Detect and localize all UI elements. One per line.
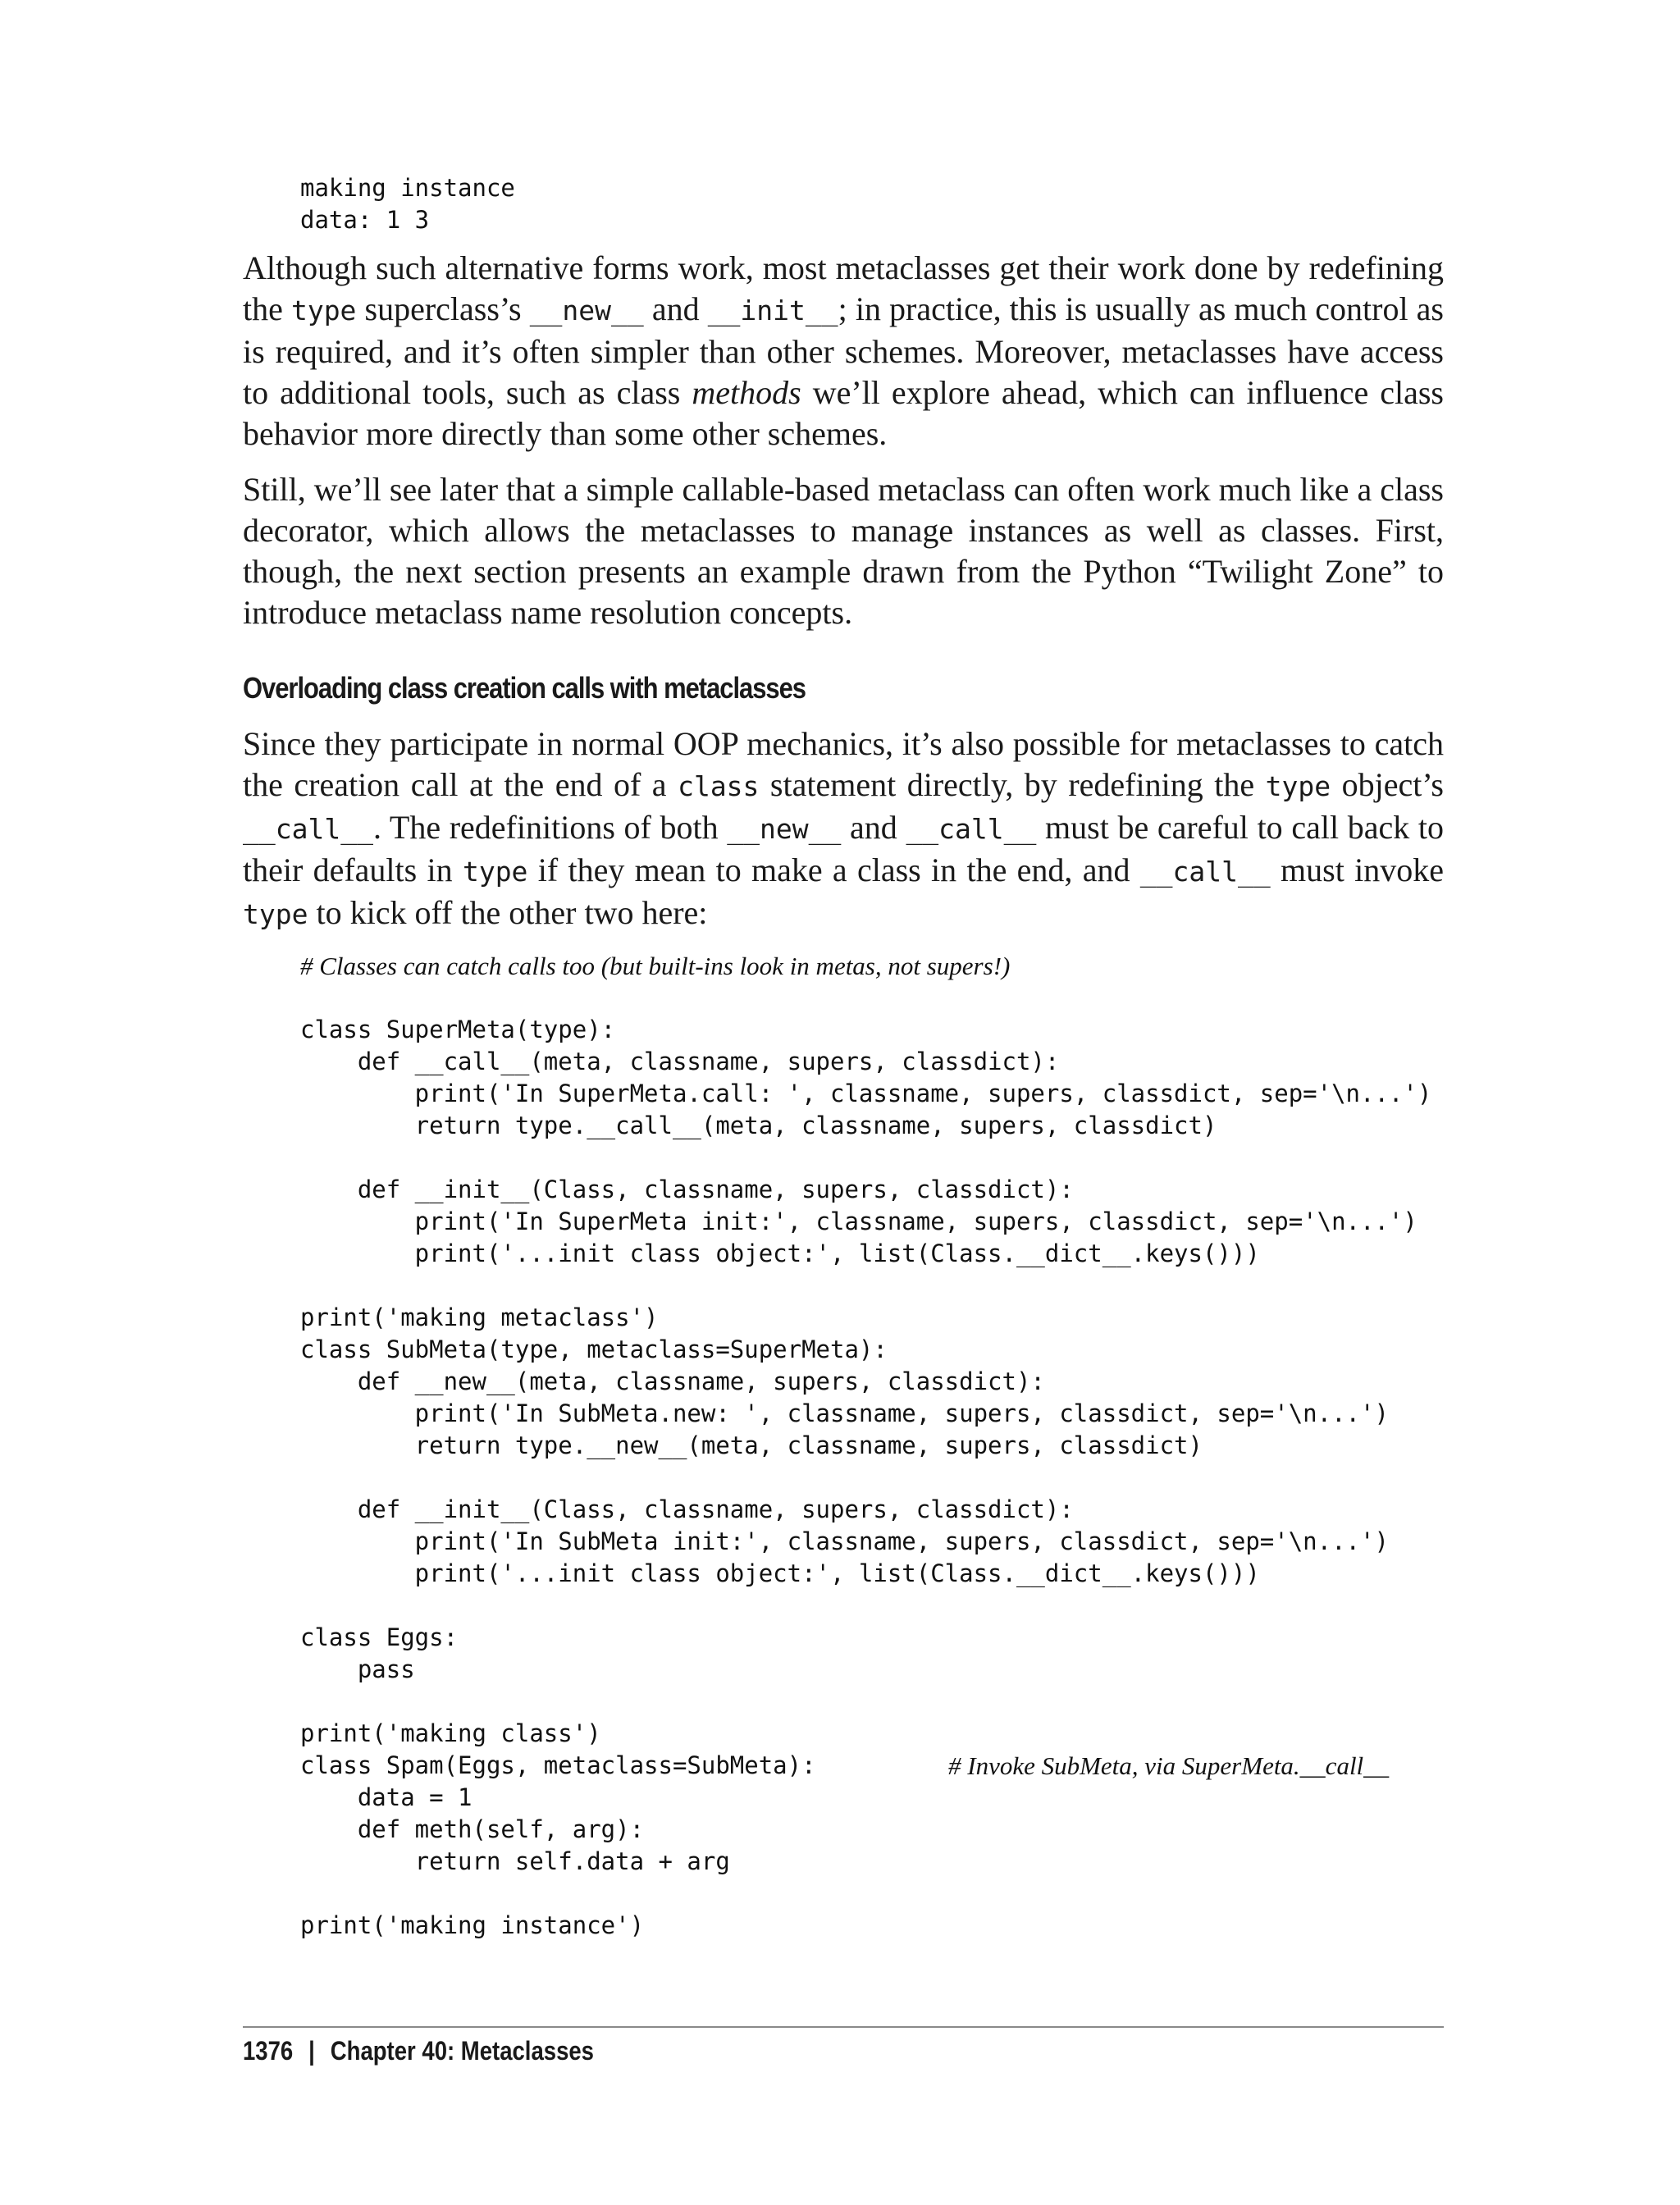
inline-code: __call__: [1139, 856, 1271, 888]
text-run: ; in practice, this is usually as much control as is required, and it’s often simpler than other schemes. Moreover, metaclasses have access to additional tools, such as class: [243, 290, 1444, 411]
code-line: return type.__new__(meta, classname, supers, classdict): [300, 1431, 1203, 1459]
inline-code: type: [462, 856, 528, 888]
code-line: return type.__call__(meta, classname, supers, classdict): [300, 1112, 1217, 1139]
code-line: [300, 1590, 1444, 1622]
code-line: data: 1 3: [300, 206, 430, 234]
code-inline-comment: # Invoke SubMeta, via SuperMeta.__call__: [948, 1751, 1390, 1780]
inline-code: __new__: [727, 813, 842, 845]
output-code-block: [243, 172, 1444, 236]
code-line: return self.data + arg: [300, 1847, 730, 1875]
code-line: [300, 1462, 1444, 1494]
page-content: [243, 172, 1444, 1942]
inline-code: type: [1265, 770, 1331, 802]
code-line: print('In SuperMeta init:', classname, supers, classdict, sep='\n...'): [300, 1208, 1418, 1235]
text-run: Although such alternative forms work, most metaclasses get their work done by redefining the: [243, 249, 1444, 327]
inline-code: class: [678, 770, 760, 802]
inline-code: __new__: [529, 294, 644, 326]
code-line: def __new__(meta, classname, supers, classdict):: [300, 1367, 1045, 1395]
code-line: print('In SubMeta init:', classname, supers, classdict, sep='\n...'): [300, 1527, 1389, 1555]
code-comment: # Classes can catch calls too (but built-ins look in metas, not supers!): [300, 952, 1011, 980]
code-line: [300, 982, 1444, 1014]
inline-code: type: [243, 898, 308, 930]
code-line: class Spam(Eggs, metaclass=SubMeta): # Invoke SubMeta, via SuperMeta.__call__: [300, 1751, 1390, 1780]
emphasis: methods: [692, 374, 801, 411]
paragraph-3: [243, 724, 1444, 935]
text-run: must be careful to call back to their defaults in: [243, 809, 1444, 888]
code-line: def __init__(Class, classname, supers, classdict):: [300, 1495, 1074, 1523]
code-line: print('In SuperMeta.call: ', classname, supers, classdict, sep='\n...'): [300, 1080, 1432, 1107]
text-run: Since they participate in normal OOP mechanics, it’s also possible for metaclasses to catch the creation call at the end of a: [243, 725, 1444, 803]
text-run: superclass’s: [356, 290, 530, 327]
chapter-title: Chapter 40: Metaclasses: [330, 2036, 594, 2066]
text-run: and: [841, 809, 906, 846]
code-line: print('making class'): [300, 1719, 601, 1747]
text-run: must invoke: [1270, 851, 1444, 888]
code-comment-line: [300, 950, 1444, 982]
code-line: [300, 1142, 1444, 1174]
text-run: object’s: [1331, 766, 1445, 803]
section-heading: Overloading class creation calls with metaclasses: [243, 671, 806, 705]
footer-separator: |: [308, 2036, 315, 2066]
footer-divider: [243, 2026, 1444, 2028]
code-line: print('making metaclass'): [300, 1303, 659, 1331]
text-run: to kick off the other two here:: [308, 894, 708, 931]
paragraph-2: Still, we’ll see later that a simple callable-based metaclass can often work much like a class decorator, which allows the metaclasses to manage instances as well as classes. First, though, the next section presents an example drawn from the Python “Twilight Zone” to introduce metaclass name resolution concepts.: [243, 471, 1444, 631]
code-line: def meth(self, arg):: [300, 1815, 645, 1843]
inline-code: __init__: [707, 294, 838, 326]
code-line: [300, 1686, 1444, 1718]
code-line: def __call__(meta, classname, supers, classdict):: [300, 1048, 1060, 1075]
code-line: print('making instance'): [300, 1911, 645, 1939]
text-run: and: [643, 290, 708, 327]
text-run: we’ll explore ahead, which can influence class behavior more directly than some other schemes.: [243, 374, 1445, 452]
inline-code: __call__: [906, 813, 1037, 845]
page-number: 1376: [243, 2036, 294, 2066]
code-line: class Eggs:: [300, 1623, 459, 1651]
code-line: class SuperMeta(type):: [300, 1016, 616, 1043]
code-line: def __init__(Class, classname, supers, classdict):: [300, 1176, 1074, 1203]
page-footer: [243, 2036, 594, 2066]
inline-code: __call__: [243, 813, 373, 845]
paragraph-1: [243, 248, 1444, 454]
code-line: print('...init class object:', list(Class.__dict__.keys())): [300, 1559, 1260, 1587]
text-run: statement directly, by redefining the: [759, 766, 1266, 803]
code-line: print('In SubMeta.new: ', classname, supers, classdict, sep='\n...'): [300, 1399, 1389, 1427]
code-line: data = 1: [300, 1783, 472, 1811]
code-line: class SubMeta(type, metaclass=SuperMeta):: [300, 1335, 888, 1363]
code-line: print('...init class object:', list(Class.__dict__.keys())): [300, 1239, 1260, 1267]
code-line: [300, 1270, 1444, 1302]
code-line: [300, 1878, 1444, 1910]
code-line: making instance: [300, 174, 515, 202]
text-run: . The redefinitions of both: [372, 809, 728, 846]
inline-code: type: [290, 294, 357, 326]
text-run: if they mean to make a class in the end, and: [527, 851, 1140, 888]
code-line: pass: [300, 1655, 415, 1683]
example-code-block: [243, 950, 1444, 1942]
